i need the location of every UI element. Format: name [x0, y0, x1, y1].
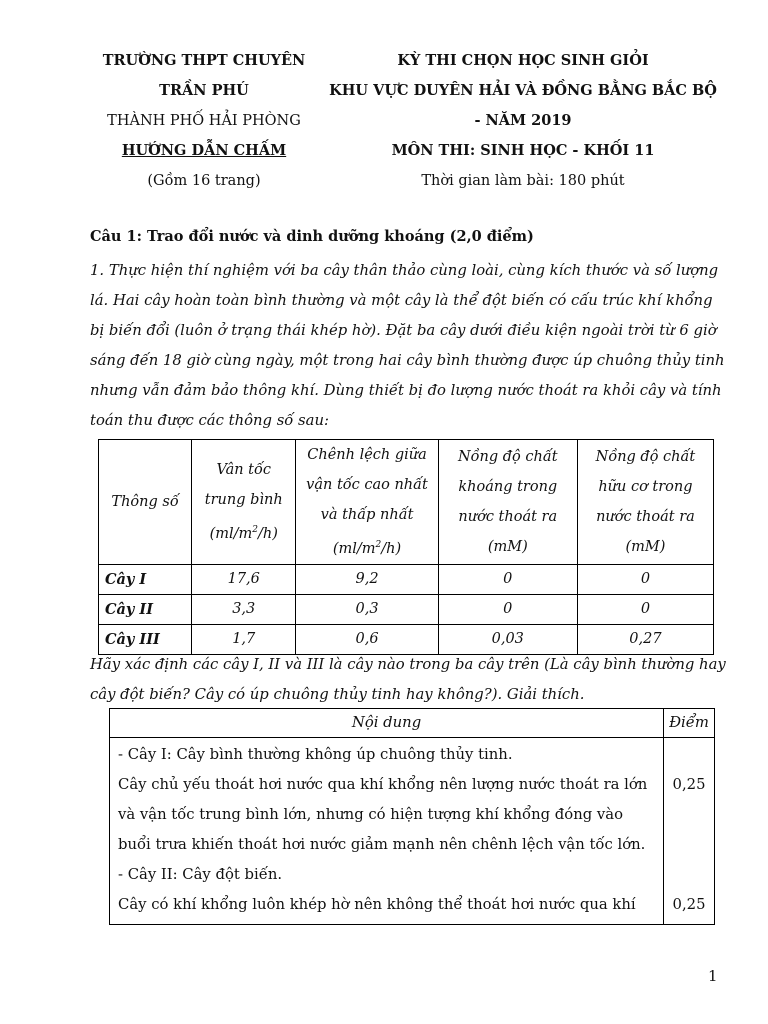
school-name-line2: TRẦN PHÚ	[159, 82, 249, 99]
table-cell: 0,6	[296, 624, 438, 654]
table-cell: 9,2	[296, 564, 438, 594]
header-cell-text: và thấp nhất	[320, 507, 414, 523]
score-spacer	[665, 800, 713, 890]
header-cell-text: nước thoát ra	[458, 508, 558, 525]
data-table	[98, 439, 714, 655]
table-cell: 0	[577, 564, 713, 594]
answer-header-content: Nội dung	[110, 709, 664, 738]
question-title: Câu 1: Trao đổi nước và dinh dưỡng khoáng (2,0 điểm)	[90, 228, 534, 245]
page-count: (Gồm 16 trang)	[147, 173, 261, 189]
question-intro: 1. Thực hiện thí nghiệm với ba cây thân thảo cùng loài, cùng kích thước và số lượng lá. Hai cây hoàn toàn bình thường và một cây là thể đột biến có cấu trúc khí khổng bị biến đổi (luôn ở trạng thái khép hờ). Đặt ba cây dưới điều kiện ngoài trời từ 6 giờ sáng đến 18 giờ cùng ngày, một trong hai cây bình thường được úp chuông thủy tinh nhưng vẫn đảm bảo thông khí. Dùng thiết bị đo lượng nước thoát ra khỏi cây và tính toán thu được các thông số sau:	[90, 262, 725, 429]
answer-line: Cây chủ yếu thoát hơi nước qua khí khổng nên lượng nước thoát ra lớn và vận tốc trung bình lớn, nhưng có hiện tượng khí khổng đóng vào buổi trưa khiến thoát hơi nước giảm mạnh nên chênh lệch vận tốc lớn.	[118, 776, 648, 853]
header-cell	[438, 440, 577, 565]
row-label: Cây II	[99, 594, 192, 624]
header-cell-text: $(ml/m^2/h)$	[209, 525, 278, 542]
table-row	[99, 594, 714, 624]
answer-table	[109, 708, 715, 925]
header-cell	[296, 440, 438, 565]
header-cell-text: khoáng trong	[458, 478, 558, 495]
exam-title-line2: KHU VỰC DUYÊN HẢI VÀ ĐỒNG BẰNG BẮC BỘ	[329, 82, 717, 99]
score-value: 0,25	[672, 896, 706, 913]
header-cell-text: nước thoát ra	[596, 508, 695, 525]
header-cell-text: $(ml/m^2/h)$	[332, 540, 402, 557]
table-row	[99, 564, 714, 594]
score-spacer	[665, 740, 713, 770]
header-cell-text: Vân tốc	[216, 462, 272, 478]
score-value: 0,25	[672, 776, 706, 793]
exam-year: - NĂM 2019	[474, 112, 572, 129]
header-cell-text: hữu cơ trong	[598, 478, 693, 495]
answer-score	[664, 738, 715, 925]
answer-line: Cây có khí khổng luôn khép hờ nên không thể thoát hơi nước qua khí	[118, 896, 636, 913]
header-cell-text: Nồng độ chất	[595, 448, 696, 465]
answer-line: - Cây I: Cây bình thường không úp chuông thủy tinh.	[118, 746, 513, 763]
table-cell: 3,3	[192, 594, 296, 624]
table-cell: 0,03	[438, 624, 577, 654]
exam-subject: MÔN THI: SINH HỌC - KHỐI 11	[391, 142, 655, 159]
table-cell: 0	[438, 594, 577, 624]
header-cell	[577, 440, 713, 565]
header-cell-text: Chênh lệch giữa	[307, 447, 427, 463]
header-cell-text: (mM)	[487, 538, 528, 555]
header-cell	[192, 440, 296, 565]
row-label: Cây I	[99, 564, 192, 594]
header-cell: Thông số	[99, 440, 192, 565]
answer-content	[110, 738, 664, 925]
answer-header-row	[110, 709, 715, 738]
data-table-header-row	[99, 440, 714, 565]
answer-line: - Cây II: Cây đột biến.	[118, 866, 283, 883]
table-cell: 1,7	[192, 624, 296, 654]
table-cell: 0,27	[577, 624, 713, 654]
answer-body-row	[110, 738, 715, 925]
table-cell: 17,6	[192, 564, 296, 594]
school-name-line1: TRƯỜNG THPT CHUYÊN	[102, 52, 306, 69]
city-name: THÀNH PHỐ HẢI PHÒNG	[107, 113, 301, 129]
row-label: Cây III	[99, 624, 192, 654]
exam-title-line1: KỲ THI CHỌN HỌC SINH GIỎI	[397, 52, 649, 69]
header-right	[322, 46, 724, 196]
page-number: 1	[708, 967, 718, 985]
document-type: HƯỚNG DẪN CHẤM	[121, 142, 287, 159]
header-cell-text: Nồng độ chất	[457, 448, 558, 465]
header-cell-text: vận tốc cao nhất	[306, 477, 428, 493]
exam-duration: Thời gian làm bài: 180 phút	[421, 173, 625, 189]
header-left	[88, 46, 320, 196]
question-prompt: Hãy xác định các cây I, II và III là cây nào trong ba cây trên (Là cây bình thường hay cây đột biến? Cây có úp chuông thủy tinh hay không?). Giải thích.	[90, 656, 726, 703]
header-cell-text: (mM)	[625, 538, 666, 555]
table-cell: 0	[438, 564, 577, 594]
table-cell: 0	[577, 594, 713, 624]
answer-header-score: Điểm	[664, 709, 715, 738]
header-cell-text: trung bình	[204, 492, 283, 508]
table-cell: 0,3	[296, 594, 438, 624]
